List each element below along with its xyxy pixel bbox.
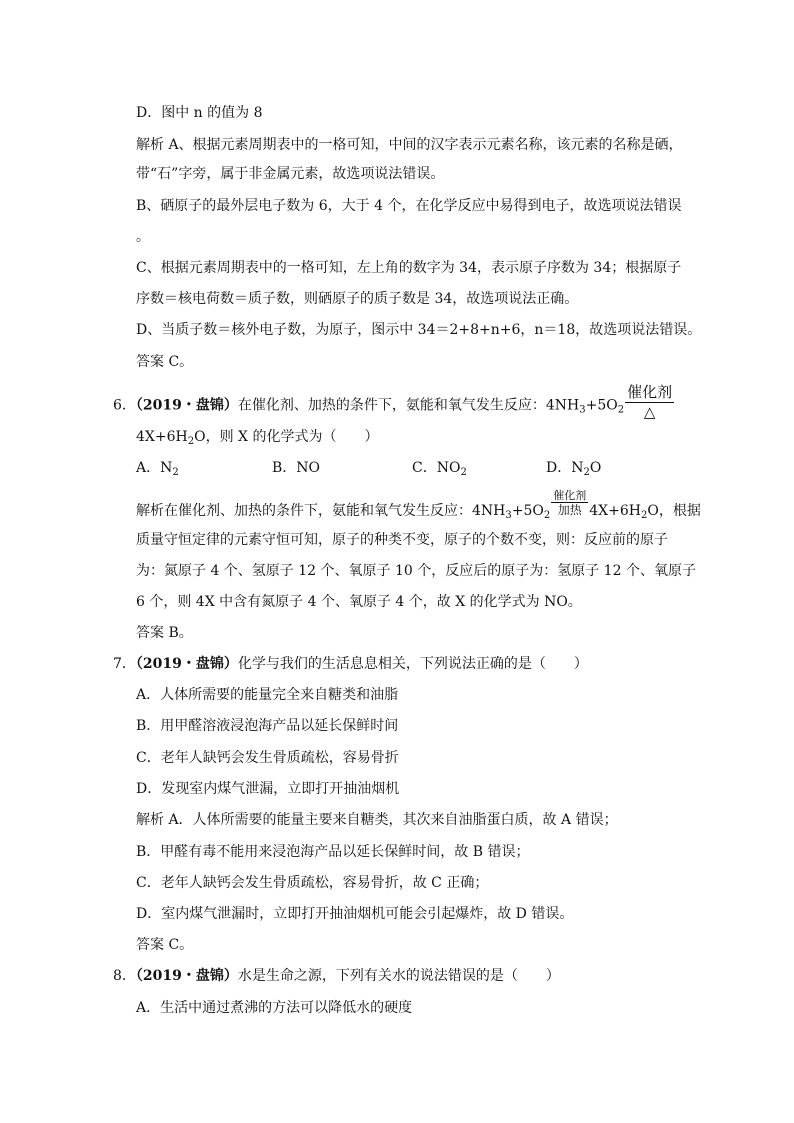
q7-stem-text: 化学与我们的生活息息相关，下列说法正确的是（ ） (237, 656, 588, 672)
q5-analysis-line: 。 (136, 229, 150, 245)
q6-analysis-text: O，根据 (647, 503, 701, 519)
q6-option-d (546, 458, 601, 483)
q5-analysis-line: 带“石”字旁，属于非金属元素，故选项说法错误。 (136, 166, 445, 182)
q6-analysis-line: 为：氮原子 4 个、氢原子 12 个、氧原子 10 个，反应后的原子为：氢原子 12 个、氧原子 (136, 563, 696, 579)
q6-option-a (136, 458, 179, 483)
q7-number: 7． (113, 656, 136, 672)
subscript: 2 (617, 404, 625, 416)
option-text: A．N (136, 460, 173, 476)
q6-analysis-first (136, 489, 701, 526)
q6-analysis-text: 解析在催化剂、加热的条件下，氨能和氧气发生反应：4NH (136, 503, 506, 519)
q8-stem-text: 水是生命之源，下列有关水的说法错误的是（ ） (237, 968, 560, 984)
q6-stem (113, 383, 675, 425)
q5-analysis-line: C、根据元素周期表中的一格可知，左上角的数字为 34，表示原子序数为 34；根据原子 (136, 260, 682, 276)
q8-source: （2019・盘锦） (135, 968, 238, 984)
condition-catalyst: 催化剂 (627, 383, 673, 401)
option-text: O (589, 460, 602, 476)
q6-analysis-text: +5O (511, 503, 544, 519)
q6-option-b: B．NO (272, 460, 321, 476)
q7-source: （2019・盘锦） (135, 656, 238, 672)
option-text: D．N (546, 460, 584, 476)
q5-analysis-line: D、当质子数＝核外电子数，为原子，图示中 34＝2+8+n+6，n＝18，故选项说法错误。 (136, 322, 702, 338)
q7-analysis-line: 解析 A．人体所需要的能量主要来自糖类，其次来自油脂蛋白质，故 A 错误； (136, 812, 618, 828)
q6-number: 6． (113, 397, 136, 414)
q7-option-d: D．发现室内煤气泄漏，立即打开抽油烟机 (136, 781, 400, 797)
q8-option-a: A．生活中通过煮沸的方法可以降低水的硬度 (136, 1000, 413, 1016)
q7-stem (113, 654, 588, 674)
q7-analysis-line: D．室内煤气泄漏时，立即打开抽油烟机可能会引起爆炸，故 D 错误。 (136, 906, 574, 922)
subscript: 2 (583, 467, 590, 478)
condition-catalyst: 催化剂 (553, 489, 587, 502)
q6-stem-text: 在催化剂、加热的条件下，氨能和氧气发生反应：4NH (237, 397, 580, 414)
q6-option-c (412, 458, 467, 483)
q7-option-b: B．用甲醛溶液浸泡海产品以延长保鲜时间 (136, 718, 399, 734)
q7-analysis-line: C．老年人缺钙会发生骨质疏松，容易骨折，故 C 正确； (136, 875, 489, 891)
subscript: 2 (187, 436, 195, 447)
subscript: 3 (505, 510, 512, 521)
subscript: 2 (172, 467, 179, 478)
subscript: 2 (543, 510, 551, 521)
subscript: 2 (460, 467, 467, 478)
q7-option-c: C．老年人缺钙会发生骨质疏松，容易骨折 (136, 750, 399, 766)
q6-stem-text: O，则 X 的化学式为（ ） (194, 429, 379, 445)
q6-source: （2019・盘锦） (135, 397, 238, 414)
q6-analysis-line: 质量守恒定律的元素守恒可知，原子的种类不变，原子的个数不变，则：反应前的原子 (136, 532, 668, 548)
condition-heating: 加热 (557, 503, 582, 517)
q5-analysis-line: 序数＝核电荷数＝质子数，则硒原子的质子数是 34，故选项说法正确。 (136, 291, 579, 307)
q5-answer: 答案 C。 (136, 354, 194, 370)
q5-analysis-line: B、硒原子的最外层电子数为 6，大于 4 个，在化学反应中易得到电子，故选项说法错误 (136, 198, 682, 214)
q6-answer: 答案 B。 (136, 625, 193, 641)
option-text: C．NO (412, 460, 461, 476)
q5-option-d: D．图中 n 的值为 8 (136, 105, 263, 121)
condition-heat-symbol: △ (643, 403, 656, 421)
q7-answer: 答案 C。 (136, 937, 194, 953)
q6-stem-text: +5O (585, 397, 618, 414)
subscript: 3 (579, 404, 586, 416)
reaction-condition (551, 489, 588, 517)
q5-analysis-line: 解析 A、根据元素周期表中的一格可知，中间的汉字表示元素名称，该元素的名称是硒， (136, 137, 683, 153)
q6-analysis-line: 6 个，则 4X 中含有氮原子 4 个、氧原子 4 个，故 X 的化学式为 NO。 (136, 594, 582, 610)
q6-stem-line2 (136, 427, 378, 452)
q8-stem (113, 966, 560, 986)
q6-analysis-text: 4X+6H (589, 503, 641, 519)
q8-number: 8． (113, 968, 136, 984)
reaction-condition (625, 382, 674, 421)
q6-stem-text: 4X+6H (136, 429, 188, 445)
q7-analysis-line: B．甲醛有毒不能用来浸泡海产品以延长保鲜时间，故 B 错误； (136, 844, 530, 860)
subscript: 2 (640, 510, 648, 521)
q7-option-a: A．人体所需要的能量完全来自糖类和油脂 (136, 687, 399, 703)
